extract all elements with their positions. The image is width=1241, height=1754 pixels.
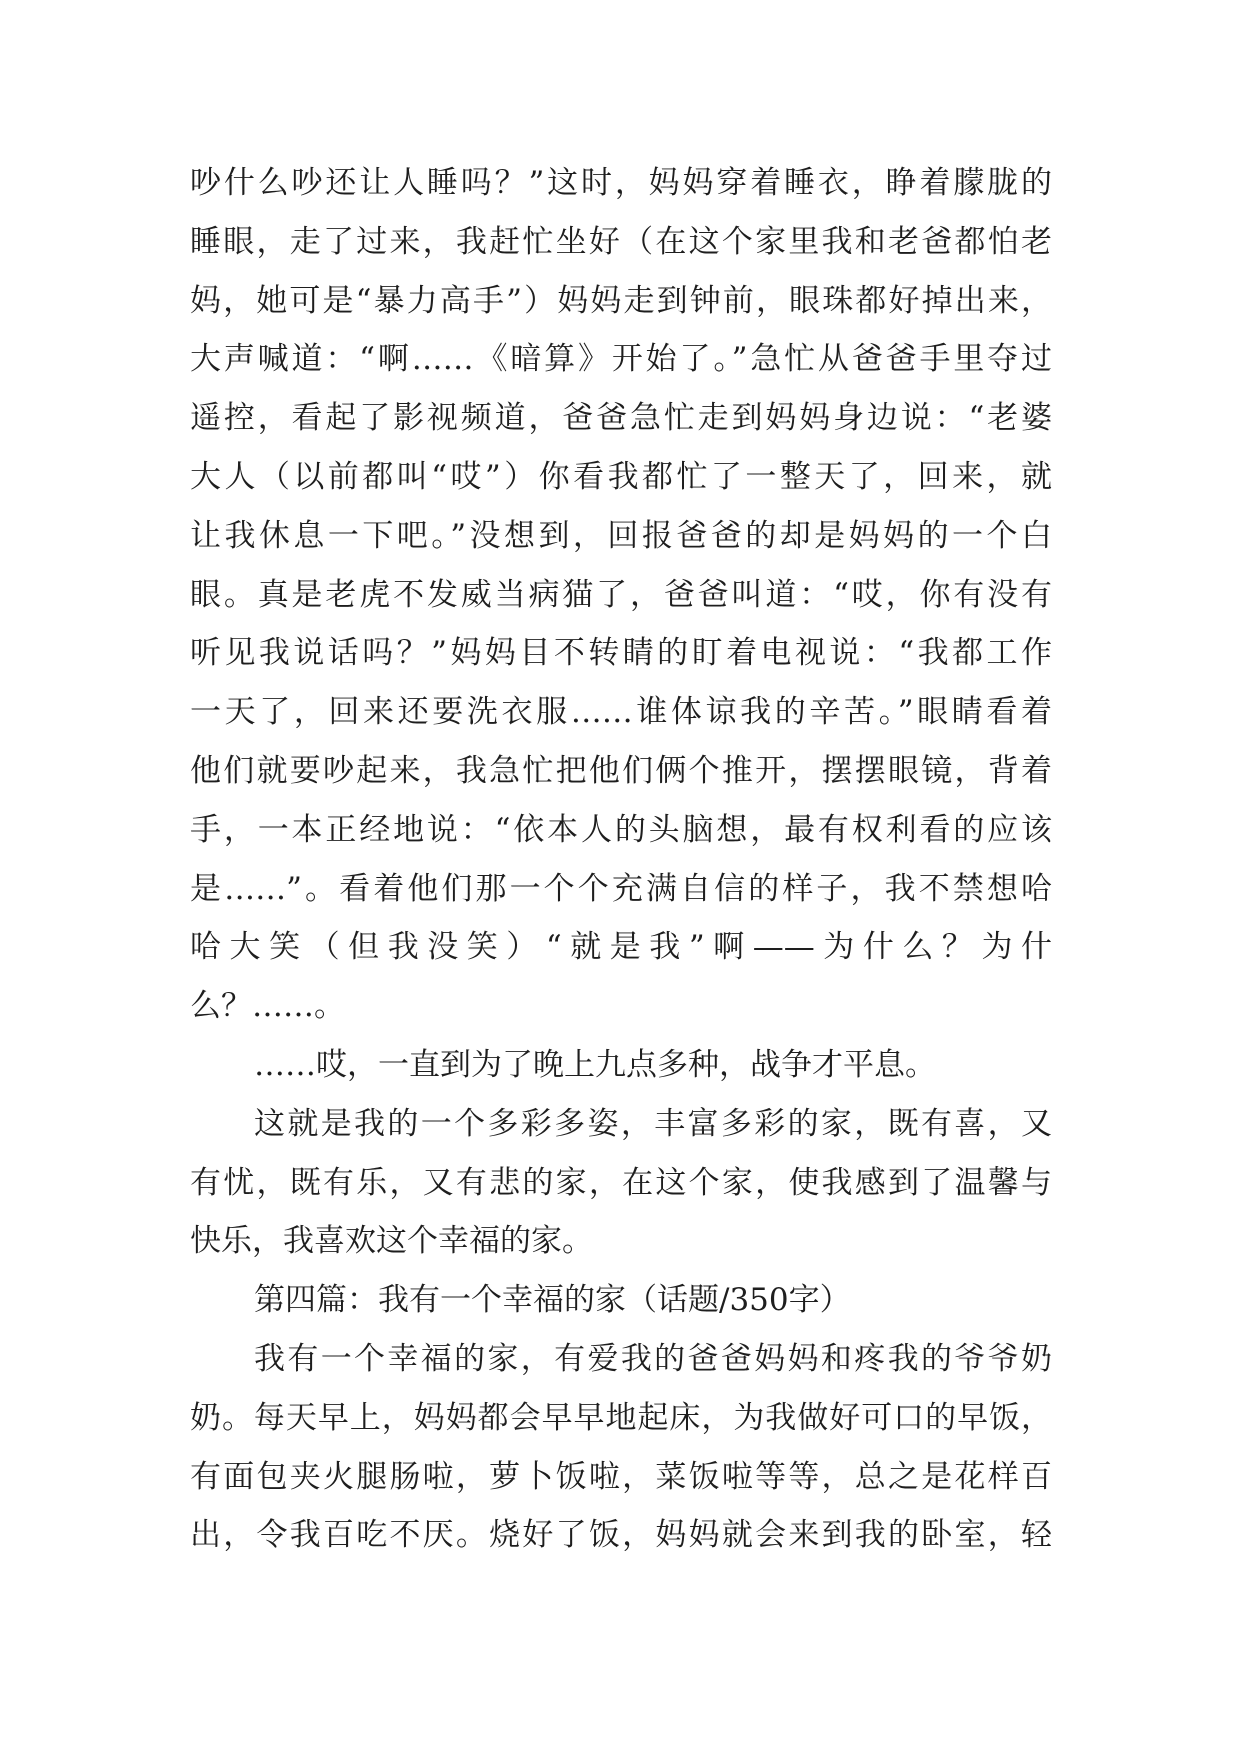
text-line: 大人（以前都叫“哎”）你看我都忙了一整天了，回来，就: [190, 458, 1052, 495]
text-line: 遥控，看起了影视频道，爸爸急忙走到妈妈身边说：“老婆: [190, 400, 1052, 437]
document-body: [190, 154, 1052, 1565]
text-line: 妈，她可是“暴力高手”）妈妈走到钟前，眼珠都好掉出来，: [190, 282, 1052, 319]
text-line: 一天了，回来还要洗衣服……谁体谅我的辛苦。”眼睛看着: [190, 694, 1052, 731]
paragraph-first-line: 我有一个幸福的家，有爱我的爸爸妈妈和疼我的爷爷奶: [254, 1340, 1052, 1377]
text-line: 手，一本正经地说：“依本人的头脑想，最有权利看的应该: [190, 811, 1052, 848]
text-line: 奶。每天早上，妈妈都会早早地起床，为我做好可口的早饭，: [190, 1399, 1052, 1436]
paragraph-line: ……哎，一直到为了晚上九点多种，战争才平息。: [254, 1046, 936, 1083]
paragraph-end-line: 么？……。: [190, 988, 345, 1025]
text-line: 他们就要吵起来，我急忙把他们俩个推开，摆摆眼镜，背着: [190, 752, 1052, 789]
section-heading: 第四篇：我有一个幸福的家（话题/350字）: [254, 1282, 851, 1319]
text-line: 有忧，既有乐，又有悲的家，在这个家，使我感到了温馨与: [190, 1164, 1052, 1201]
text-line: 眼。真是老虎不发威当病猫了，爸爸叫道：“哎，你有没有: [190, 576, 1052, 613]
text-line: 睡眼，走了过来，我赶忙坐好（在这个家里我和老爸都怕老: [190, 223, 1052, 260]
text-line: 听见我说话吗？”妈妈目不转睛的盯着电视说：“我都工作: [190, 635, 1052, 672]
text-line: 是……”。看着他们那一个个充满自信的样子，我不禁想哈: [190, 870, 1052, 907]
paragraph-first-line: 这就是我的一个多彩多姿，丰富多彩的家，既有喜，又: [254, 1105, 1052, 1142]
text-line: 让我休息一下吧。”没想到，回报爸爸的却是妈妈的一个白: [190, 517, 1052, 554]
text-line: 大声喊道：“啊……《暗算》开始了。”急忙从爸爸手里夺过: [190, 341, 1052, 378]
text-line: 哈大笑（但我没笑）“就是我”啊——为什么？为什: [190, 929, 1052, 966]
text-line: 有面包夹火腿肠啦，萝卜饭啦，菜饭啦等等，总之是花样百: [190, 1458, 1052, 1495]
text-line: 吵什么吵还让人睡吗？”这时，妈妈穿着睡衣，睁着朦胧的: [190, 165, 1052, 201]
paragraph-end-line: 快乐，我喜欢这个幸福的家。: [190, 1223, 593, 1260]
text-line: 出，令我百吃不厌。烧好了饭，妈妈就会来到我的卧室，轻: [190, 1517, 1052, 1554]
